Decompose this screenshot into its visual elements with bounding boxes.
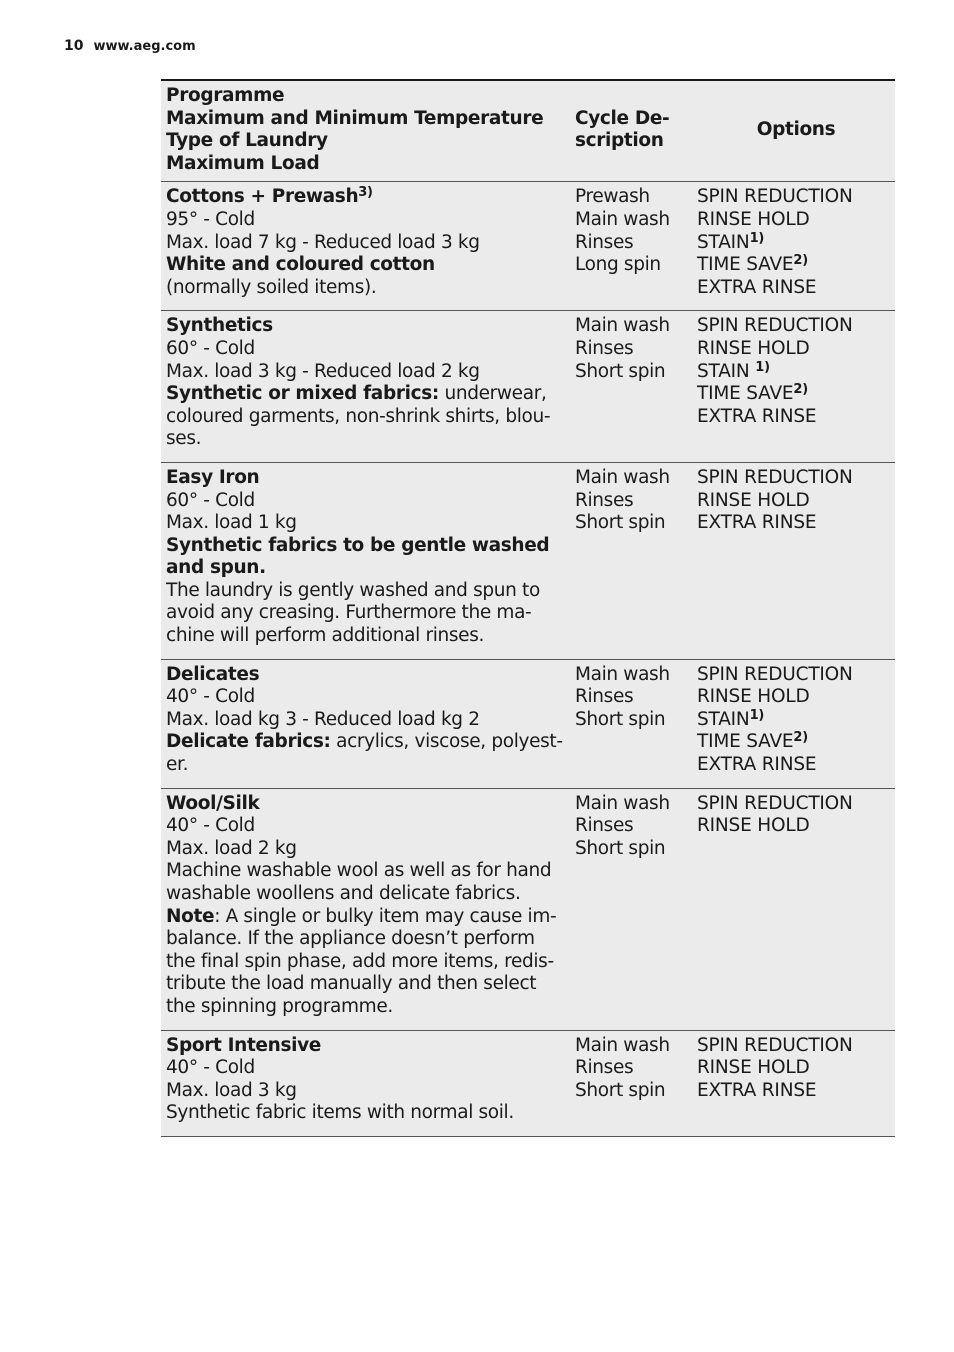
laundry-type-line	[166, 731, 570, 754]
option-label: SPIN REDUCTION	[697, 186, 853, 208]
option-label: RINSE HOLD	[697, 337, 810, 359]
programme-name: Sport Intensive	[166, 1034, 322, 1056]
option-label: SPIN REDUCTION	[697, 466, 853, 488]
laundry-type: Synthetic fabrics to be gentle washed	[166, 534, 550, 556]
table-row	[161, 789, 895, 1031]
programme-temperature: 95° - Cold	[166, 208, 255, 230]
option-item	[697, 1080, 895, 1103]
programme-name: Delicates	[166, 663, 260, 685]
programme-cell	[161, 467, 570, 648]
cycle-step: Prewash	[575, 186, 650, 208]
programme-load: Max. load 3 kg	[166, 1079, 297, 1101]
header-line: scription	[575, 130, 664, 152]
footnote-ref: 2)	[793, 253, 808, 269]
laundry-type: White and coloured cotton	[166, 254, 435, 276]
option-item	[697, 709, 895, 732]
programme-title	[166, 315, 570, 338]
cycle-step: Rinses	[575, 231, 634, 253]
laundry-type-line	[166, 383, 570, 406]
laundry-type-detail: underwear,	[438, 383, 547, 405]
footnote-ref: 2)	[793, 382, 808, 398]
laundry-type: Note	[166, 905, 215, 927]
cycle-step: Rinses	[575, 489, 634, 511]
cycle-cell	[570, 186, 697, 276]
page-header	[64, 38, 196, 54]
cycle-step: Main wash	[575, 663, 670, 685]
option-item	[697, 315, 895, 338]
cycle-step: Main wash	[575, 1034, 670, 1056]
programme-description-line: coloured garments, non-shrink shirts, blou-	[166, 405, 551, 427]
option-label: TIME SAVE	[697, 731, 794, 753]
cycle-step: Short spin	[575, 512, 666, 534]
programme-description-line: (normally soiled items).	[166, 276, 377, 298]
cycle-step: Rinses	[575, 1057, 634, 1079]
option-label: TIME SAVE	[697, 254, 794, 276]
cycle-cell	[570, 793, 697, 861]
option-label: SPIN REDUCTION	[697, 1034, 853, 1056]
programme-title	[166, 467, 570, 490]
programme-name: Synthetics	[166, 315, 273, 337]
cycle-step: Short spin	[575, 1079, 666, 1101]
cycle-step: Main wash	[575, 792, 670, 814]
option-label: TIME SAVE	[697, 383, 794, 405]
laundry-type: Delicate fabrics:	[166, 731, 331, 753]
option-label: STAIN	[697, 708, 750, 730]
table-row	[161, 660, 895, 789]
cycle-step: Main wash	[575, 208, 670, 230]
option-label: EXTRA RINSE	[697, 405, 817, 427]
option-label: EXTRA RINSE	[697, 512, 817, 534]
table-header-row	[161, 81, 895, 182]
cycle-step: Rinses	[575, 686, 634, 708]
option-item	[697, 209, 895, 232]
options-cell	[697, 315, 895, 428]
option-item	[697, 406, 895, 429]
programme-load: Max. load kg 3 - Reduced load kg 2	[166, 708, 480, 730]
programme-temperature: 40° - Cold	[166, 815, 255, 837]
programme-cell	[161, 664, 570, 777]
cycle-step: Short spin	[575, 708, 666, 730]
programme-description-line: avoid any creasing. Furthermore the ma-	[166, 602, 532, 624]
option-item	[697, 815, 895, 838]
programme-description-line: Machine washable wool as well as for hand	[166, 860, 552, 882]
options-cell	[697, 1035, 895, 1103]
programme-description-line: chine will perform additional rinses.	[166, 625, 485, 647]
table-body	[161, 182, 895, 1137]
options-cell	[697, 186, 895, 299]
footnote-ref: 2)	[793, 730, 808, 746]
option-label: SPIN REDUCTION	[697, 792, 853, 814]
cycle-step: Long spin	[575, 254, 661, 276]
option-label: SPIN REDUCTION	[697, 663, 853, 685]
programme-description-line: the final spin phase, add more items, redis-	[166, 950, 554, 972]
programme-name: Wool/Silk	[166, 792, 260, 814]
header-line: Options	[756, 118, 836, 140]
header-programme	[161, 85, 570, 175]
option-item	[697, 1035, 895, 1058]
cycle-cell	[570, 467, 697, 535]
footnote-ref: 3)	[358, 185, 373, 201]
programme-name: Cottons + Prewash	[166, 186, 359, 208]
cycle-cell	[570, 315, 697, 383]
programme-description-line: balance. If the appliance doesn’t perform	[166, 928, 535, 950]
programme-temperature: 40° - Cold	[166, 686, 255, 708]
options-cell	[697, 664, 895, 777]
cycle-cell	[570, 664, 697, 732]
header-line: Cycle De-	[575, 107, 670, 129]
cycle-step: Rinses	[575, 815, 634, 837]
programme-load: Max. load 3 kg - Reduced load 2 kg	[166, 360, 480, 382]
header-line: Programme	[166, 85, 285, 106]
laundry-type-line	[166, 906, 570, 929]
options-cell	[697, 793, 895, 838]
header-line: Maximum Load	[166, 152, 320, 174]
option-item	[697, 383, 895, 406]
option-label: STAIN	[697, 231, 750, 253]
programme-cell	[161, 315, 570, 451]
programme-title	[166, 664, 570, 687]
header-cycle-description	[570, 108, 697, 153]
programme-description-line: washable woollens and delicate fabrics.	[166, 883, 521, 904]
programme-temperature: 60° - Cold	[166, 337, 255, 359]
table-row	[161, 182, 895, 311]
programme-description-line: the spinning programme.	[166, 995, 393, 1017]
option-label: RINSE HOLD	[697, 208, 810, 230]
programme-load: Max. load 2 kg	[166, 837, 297, 859]
option-item	[697, 1057, 895, 1080]
option-label: EXTRA RINSE	[697, 1079, 817, 1101]
programme-title	[166, 186, 570, 209]
programme-temperature: 60° - Cold	[166, 489, 255, 511]
laundry-type: Synthetic or mixed fabrics:	[166, 383, 439, 405]
cycle-step: Rinses	[575, 337, 634, 359]
cycle-step: Short spin	[575, 360, 666, 382]
programme-load: Max. load 7 kg - Reduced load 3 kg	[166, 231, 480, 253]
programme-load: Max. load 1 kg	[166, 512, 297, 534]
option-item	[697, 467, 895, 490]
option-item	[697, 361, 895, 384]
programme-table	[161, 79, 895, 1137]
options-cell	[697, 467, 895, 535]
programme-description-line: tribute the load manually and then select	[166, 973, 537, 995]
laundry-type-detail: acrylics, viscose, polyest-	[330, 731, 563, 753]
cycle-step: Short spin	[575, 837, 666, 859]
option-item	[697, 186, 895, 209]
site-url: www.aeg.com	[93, 39, 196, 54]
programme-title	[166, 1035, 570, 1058]
option-item	[697, 490, 895, 513]
cycle-cell	[570, 1035, 697, 1103]
footnote-ref: 1)	[749, 707, 765, 723]
table-row	[161, 1031, 895, 1137]
programme-cell	[161, 1035, 570, 1125]
option-item	[697, 664, 895, 687]
option-label: STAIN	[697, 360, 756, 382]
programme-description-line: er.	[166, 754, 189, 776]
table-row	[161, 311, 895, 463]
programme-name: Easy Iron	[166, 466, 260, 488]
laundry-type: and spun.	[166, 557, 266, 579]
programme-cell	[161, 186, 570, 299]
option-label: RINSE HOLD	[697, 815, 810, 837]
programme-temperature: 40° - Cold	[166, 1057, 255, 1079]
programme-cell	[161, 793, 570, 1019]
option-label: EXTRA RINSE	[697, 276, 817, 298]
option-label: RINSE HOLD	[697, 686, 810, 708]
footnote-ref: 1)	[755, 359, 770, 375]
laundry-type-detail: : A single or bulky item may cause im-	[214, 905, 557, 927]
table-row	[161, 463, 895, 660]
option-label: RINSE HOLD	[697, 1057, 810, 1079]
page-number: 10	[64, 38, 84, 54]
cycle-step: Main wash	[575, 315, 670, 337]
programme-description-line: The laundry is gently washed and spun to	[166, 579, 540, 601]
laundry-type-line	[166, 254, 570, 277]
option-item	[697, 338, 895, 361]
programme-description-line: ses.	[166, 428, 202, 450]
option-item	[697, 232, 895, 255]
option-label: EXTRA RINSE	[697, 754, 817, 776]
option-item	[697, 686, 895, 709]
option-item	[697, 754, 895, 777]
option-label: RINSE HOLD	[697, 489, 810, 511]
programme-title	[166, 793, 570, 816]
option-item	[697, 731, 895, 754]
option-item	[697, 793, 895, 816]
programme-description-line: Synthetic fabric items with normal soil.	[166, 1102, 514, 1124]
header-line: Maximum and Minimum Temperature	[166, 107, 544, 129]
footnote-ref: 1)	[749, 230, 765, 246]
option-label: SPIN REDUCTION	[697, 315, 853, 337]
option-item	[697, 512, 895, 535]
option-item	[697, 277, 895, 300]
header-line: Type of Laundry	[166, 130, 328, 152]
option-item	[697, 254, 895, 277]
cycle-step: Main wash	[575, 466, 670, 488]
header-options	[697, 119, 895, 142]
